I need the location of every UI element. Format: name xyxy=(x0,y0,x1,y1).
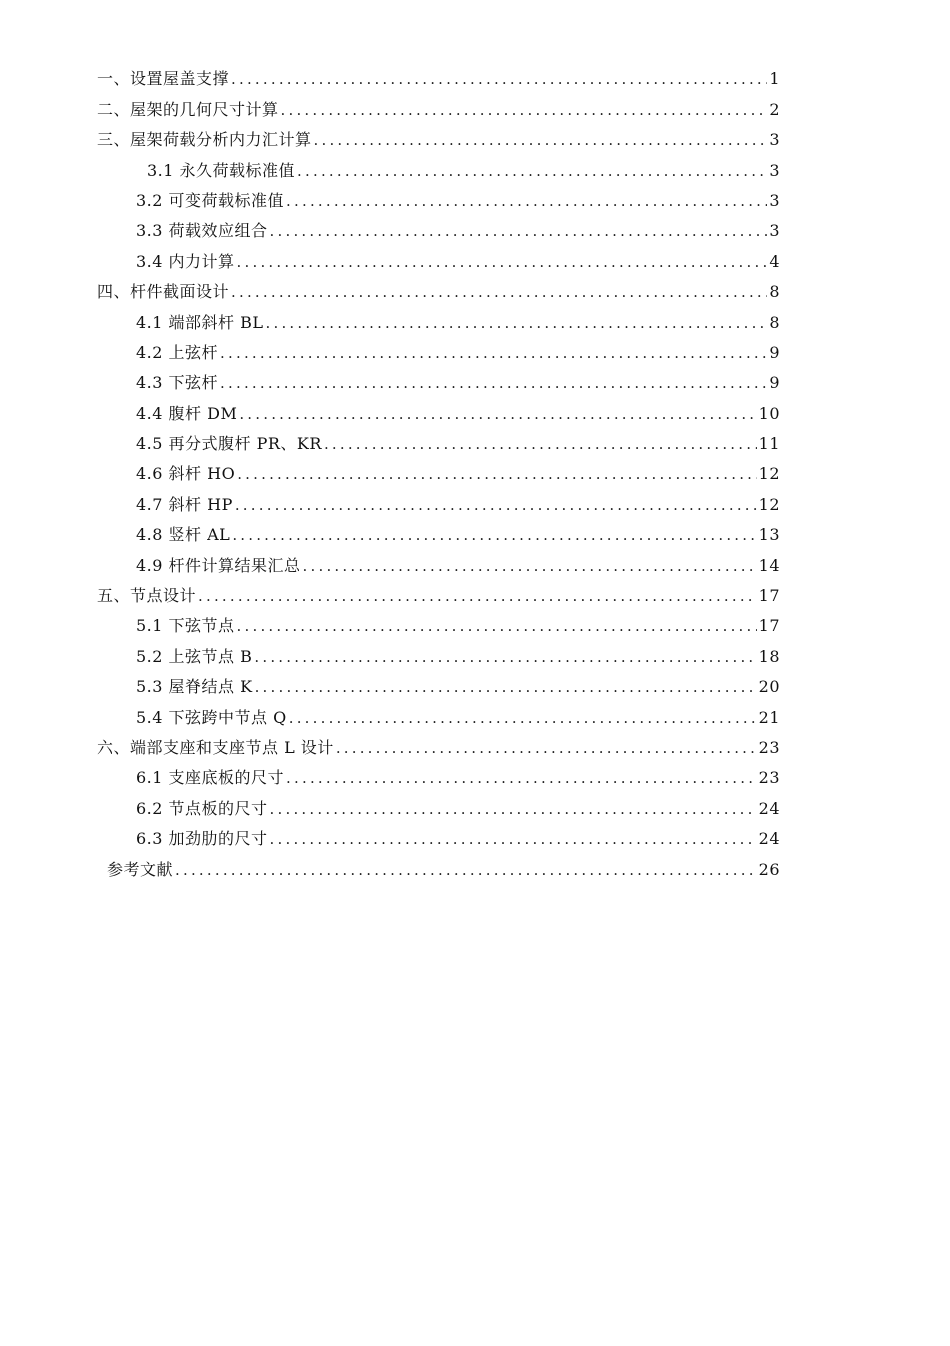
toc-entry[interactable] xyxy=(136,668,780,698)
toc-entry[interactable] xyxy=(97,273,780,303)
dot-leader xyxy=(220,342,767,364)
toc-entry-page-number: 23 xyxy=(758,737,780,757)
toc-entry-page-number: 3 xyxy=(769,130,780,150)
toc-entry[interactable] xyxy=(136,334,780,364)
toc-entry-title: 4.1 端部斜杆 BL xyxy=(136,312,264,332)
dot-leader xyxy=(286,190,767,212)
toc-entry-title: 参考文献 xyxy=(107,859,174,879)
toc-entry-title: 一、设置屋盖支撑 xyxy=(97,69,230,89)
dot-leader xyxy=(220,372,767,394)
toc-entry[interactable] xyxy=(97,729,780,759)
dot-leader xyxy=(270,220,768,242)
toc-entry-page-number: 26 xyxy=(758,859,780,879)
toc-entry[interactable] xyxy=(136,364,780,394)
toc-entry-title: 4.3 下弦杆 xyxy=(136,373,219,393)
toc-entry[interactable] xyxy=(136,820,780,850)
toc-entry[interactable] xyxy=(147,151,780,181)
dot-leader xyxy=(198,585,757,607)
toc-entry-title: 二、屋架的几何尺寸计算 xyxy=(97,99,279,119)
toc-entry-title: 三、屋架荷载分析内力汇计算 xyxy=(97,130,312,150)
toc-entry-title: 3.2 可变荷载标准值 xyxy=(136,190,285,210)
dot-leader xyxy=(237,251,768,273)
dot-leader xyxy=(303,555,757,577)
toc-entry-title: 3.4 内力计算 xyxy=(136,251,235,271)
toc-entry-page-number: 9 xyxy=(769,373,780,393)
toc-entry-title: 4.4 腹杆 DM xyxy=(136,403,238,423)
toc-entry[interactable] xyxy=(136,698,780,728)
toc-entry-page-number: 14 xyxy=(758,555,780,575)
toc-entry-title: 4.8 竖杆 AL xyxy=(136,525,231,545)
toc-entry-title: 6.2 节点板的尺寸 xyxy=(136,798,268,818)
dot-leader xyxy=(281,99,768,121)
toc-entry-title: 3.3 荷载效应组合 xyxy=(136,221,268,241)
toc-entry[interactable] xyxy=(136,607,780,637)
toc-entry[interactable] xyxy=(136,485,780,515)
toc-entry-page-number: 3 xyxy=(769,221,780,241)
toc-entry-title: 5.4 下弦跨中节点 Q xyxy=(136,707,287,727)
toc-entry[interactable] xyxy=(97,90,780,120)
toc-entry[interactable] xyxy=(136,182,780,212)
dot-leader xyxy=(237,463,756,485)
toc-entry-page-number: 18 xyxy=(758,646,780,666)
toc-entry-page-number: 1 xyxy=(769,69,780,89)
toc-entry-title: 六、端部支座和支座节点 L 设计 xyxy=(97,737,334,757)
toc-entry[interactable] xyxy=(136,212,780,242)
toc-entry-page-number: 3 xyxy=(769,160,780,180)
toc-entry-title: 5.3 屋脊结点 K xyxy=(136,677,253,697)
toc-entry[interactable] xyxy=(136,303,780,333)
toc-entry-page-number: 4 xyxy=(769,251,780,271)
toc-entry-title: 3.1 永久荷载标准值 xyxy=(147,160,296,180)
toc-entry-page-number: 20 xyxy=(758,677,780,697)
toc-entry-page-number: 2 xyxy=(769,99,780,119)
toc-entry-page-number: 21 xyxy=(758,707,780,727)
toc-entry-page-number: 13 xyxy=(758,525,780,545)
dot-leader xyxy=(336,737,757,759)
toc-entry-title: 4.9 杆件计算结果汇总 xyxy=(136,555,301,575)
dot-leader xyxy=(270,828,757,850)
dot-leader xyxy=(235,494,757,516)
dot-leader xyxy=(231,281,767,303)
toc-entry-page-number: 24 xyxy=(758,829,780,849)
toc-entry[interactable] xyxy=(136,425,780,455)
toc-entry[interactable] xyxy=(136,455,780,485)
toc-entry-title: 6.1 支座底板的尺寸 xyxy=(136,768,285,788)
toc-entry-page-number: 10 xyxy=(758,403,780,423)
toc-entry-page-number: 9 xyxy=(769,342,780,362)
dot-leader xyxy=(314,129,768,151)
toc-entry-title: 5.2 上弦节点 B xyxy=(136,646,253,666)
dot-leader xyxy=(231,68,767,90)
dot-leader xyxy=(175,859,757,881)
dot-leader xyxy=(239,403,756,425)
toc-entry[interactable] xyxy=(136,394,780,424)
toc-entry[interactable] xyxy=(136,759,780,789)
toc-entry-page-number: 23 xyxy=(758,768,780,788)
toc-entry[interactable] xyxy=(136,637,780,667)
toc-entry-page-number: 12 xyxy=(758,494,780,514)
dot-leader xyxy=(232,524,756,546)
toc-entry-title: 五、节点设计 xyxy=(97,586,197,606)
dot-leader xyxy=(266,312,768,334)
dot-leader xyxy=(237,615,757,637)
toc-entry-page-number: 8 xyxy=(769,282,780,302)
table-of-contents xyxy=(0,60,950,881)
dot-leader xyxy=(324,433,757,455)
toc-entry-title: 4.7 斜杆 HP xyxy=(136,494,233,514)
toc-entry-page-number: 17 xyxy=(758,616,780,636)
toc-entry-title: 4.6 斜杆 HO xyxy=(136,464,236,484)
toc-entry[interactable] xyxy=(97,577,780,607)
toc-entry-title: 四、杆件截面设计 xyxy=(97,282,230,302)
toc-entry[interactable] xyxy=(107,850,780,880)
toc-entry-page-number: 24 xyxy=(758,798,780,818)
toc-entry-title: 4.2 上弦杆 xyxy=(136,342,219,362)
toc-entry-title: 6.3 加劲肋的尺寸 xyxy=(136,829,268,849)
toc-entry-title: 5.1 下弦节点 xyxy=(136,616,235,636)
toc-entry-title: 4.5 再分式腹杆 PR、KR xyxy=(136,434,322,454)
toc-entry[interactable] xyxy=(136,242,780,272)
toc-entry[interactable] xyxy=(97,60,780,90)
dot-leader xyxy=(286,767,757,789)
toc-entry-page-number: 11 xyxy=(758,434,780,454)
toc-entry[interactable] xyxy=(136,546,780,576)
dot-leader xyxy=(254,646,756,668)
toc-entry-page-number: 8 xyxy=(769,312,780,332)
dot-leader xyxy=(289,707,757,729)
toc-entry-page-number: 12 xyxy=(758,464,780,484)
dot-leader xyxy=(255,676,757,698)
toc-entry-page-number: 3 xyxy=(769,190,780,210)
toc-entry-page-number: 17 xyxy=(758,586,780,606)
toc-entry[interactable] xyxy=(136,789,780,819)
dot-leader xyxy=(270,798,757,820)
dot-leader xyxy=(297,160,767,182)
toc-entry[interactable] xyxy=(136,516,780,546)
toc-entry[interactable] xyxy=(97,121,780,151)
